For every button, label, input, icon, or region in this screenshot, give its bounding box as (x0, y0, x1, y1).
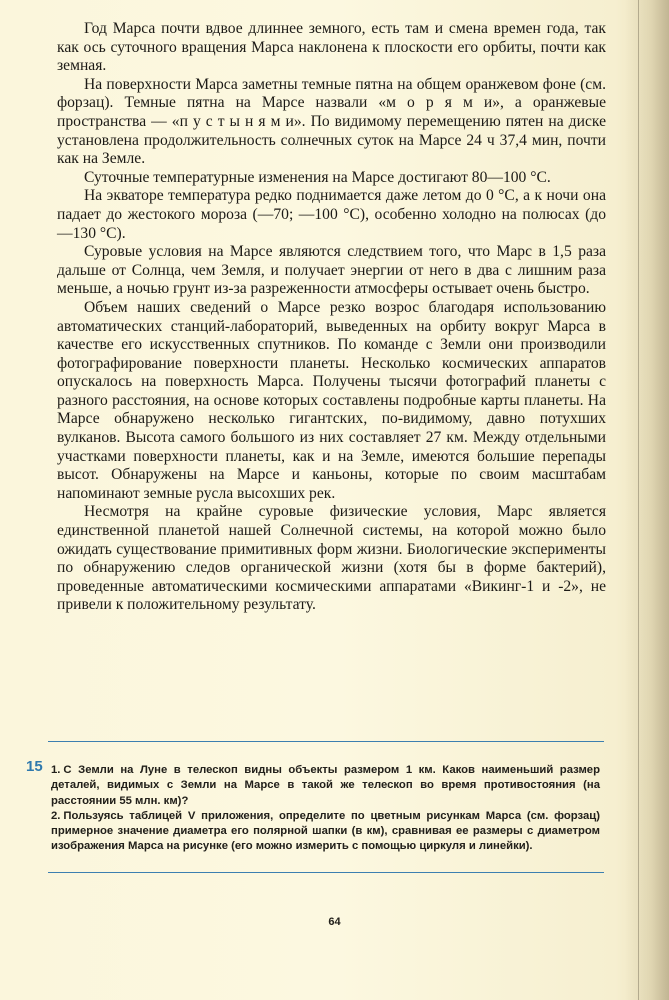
question-item (51, 763, 600, 809)
paragraph-space-exploration: Объем наших сведений о Марсе резко возрос благодаря использованию автоматических станций-лабораторий, выведенных на орбиту вокруг Марса в качестве его искусственных спутников. По команде с Земли они производили фотографирование поверхности планеты. Несколько космических аппаратов опускалось на поверхность Марса. Получены тысячи фотографий планеты с разного расстояния, на основе которых составлены подробные карты планеты. На Марсе обнаружено несколько гигантских, по-видимому, давно потухших вулканов. Высота самого большого из них составляет 27 км. Между отдельными участками поверхности планеты, как и на Земле, имеются большие перепады высот. Обнаружены на Марсе и каньоны, которые по своим масштабам напоминают земные русла высохших рек. (57, 298, 606, 502)
paragraph-year-seasons: Год Марса почти вдвое длиннее земного, есть там и смена времен года, так как ось суточного вращения Марса наклонена к плоскости его орбиты, почти как земная. (57, 20, 606, 75)
questions-block (51, 763, 600, 855)
paragraph-equator-temperature: На экваторе температура редко поднимается даже летом до 0 °С, а к ночи она падает до жестокого мороза (—70; —100 °С), особенно холодно на полюсах (до —130 °С). (57, 187, 606, 242)
page-edge-line (638, 0, 639, 1000)
page-number: 64 (328, 916, 341, 928)
question-text: С Земли на Луне в телескоп видны объекты размером 1 км. Каков наименьший размер деталей, видимых с Земли на Марсе в такой же телескоп во время противостояния (на расстоянии 55 млн. км)? (51, 764, 600, 807)
paragraph-daily-temperature: Суточные температурные изменения на Марсе достигают 80—100 °С. (84, 168, 551, 186)
questions-bottom-rule (48, 872, 604, 873)
paragraph-life-search: Несмотря на крайне суровые физические условия, Марс является единственной планетой нашей Солнечной системы, на которой можно было ожидать существование примитивных форм жизни. Биологические эксперименты по обнаружению следов органической жизни (хотя бы в форме бактерий), проведенные автоматическими космическими аппаратами «Викинг-1 и -2», не привели к положительному результату. (57, 503, 606, 614)
paragraph-surface-spots: На поверхности Марса заметны темные пятна на общем оранжевом фоне (см. форзац). Темные пятна на Марсе назвали «м о р я м и», а оранжевые пространства — «п у с т ы н я м и». По видимому перемещению пятен на диске установлена продолжительность солнечных суток на Марсе 24 ч 37,4 мин, почти как на Земле. (57, 75, 606, 168)
page-edge-shadow (625, 0, 669, 1000)
questions-top-rule (48, 741, 604, 742)
paragraph-harsh-conditions: Суровые условия на Марсе являются следствием того, что Марс в 1,5 раза дальше от Солнца, чем Земля, и получает энергии от него в два с лишним раза меньше, а ночью грунт из-за разреженности атмосферы остывает очень быстро. (57, 243, 606, 298)
question-number: 1. (51, 764, 61, 776)
question-text: Пользуясь таблицей V приложения, определите по цветным рисункам Марса (см. форзац) примерное значение диаметра его полярной шапки (в км), сравнивая ее размеры с диаметром изображения Марса на рисунке (его можно измерить с помощью циркуля и линейки). (51, 809, 600, 853)
question-section-number: 15 (26, 758, 43, 775)
question-item (51, 809, 600, 855)
body-text (57, 20, 606, 615)
question-number: 2. (51, 809, 61, 822)
